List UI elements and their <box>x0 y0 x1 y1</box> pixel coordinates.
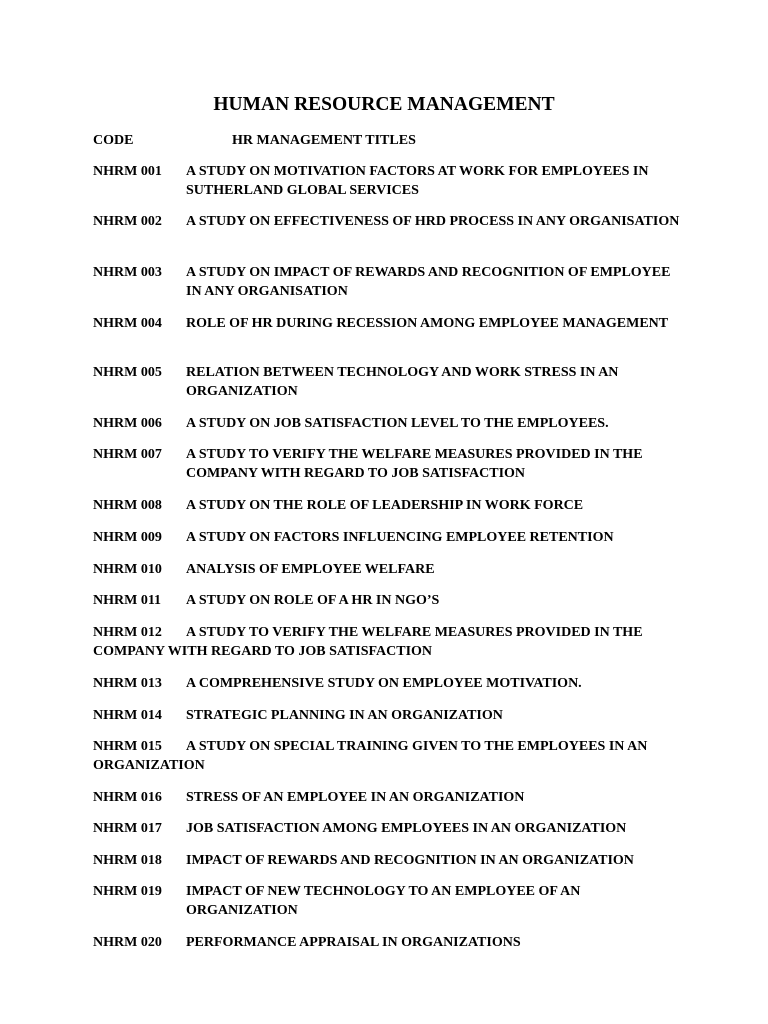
entry-title: A STUDY ON THE ROLE OF LEADERSHIP IN WORK FORCE <box>186 498 584 513</box>
entry-title: IMPACT OF NEW TECHNOLOGY TO AN EMPLOYEE OF AN ORGANIZATION <box>186 884 581 918</box>
entry-code: NHRM 014 <box>93 708 162 723</box>
entry-title: A STUDY ON SPECIAL TRAINING GIVEN TO THE EMPLOYEES IN AN ORGANIZATION <box>93 739 648 773</box>
entry-code: NHRM 007 <box>93 447 162 462</box>
list-item <box>93 852 683 871</box>
entry-title: A STUDY ON EFFECTIVENESS OF HRD PROCESS IN ANY ORGANISATION <box>186 214 680 229</box>
entry-title: PERFORMANCE APPRAISAL IN ORGANIZATIONS <box>186 935 521 950</box>
entry-code: NHRM 008 <box>93 498 162 513</box>
list-item <box>93 883 683 921</box>
entry-code: NHRM 019 <box>93 884 162 899</box>
entry-code: NHRM 011 <box>93 593 162 608</box>
entry-code: NHRM 009 <box>93 530 162 545</box>
list-item <box>93 163 683 201</box>
entry-title: A STUDY TO VERIFY THE WELFARE MEASURES PROVIDED IN THE COMPANY WITH REGARD TO JOB SATISFACTION <box>186 447 643 481</box>
list-item <box>93 561 683 580</box>
list-item <box>93 415 683 434</box>
entry-code: NHRM 018 <box>93 853 162 868</box>
entry-title: A STUDY ON FACTORS INFLUENCING EMPLOYEE RETENTION <box>186 530 614 545</box>
list-item <box>93 820 683 839</box>
entry-title: A COMPREHENSIVE STUDY ON EMPLOYEE MOTIVATION. <box>186 676 582 691</box>
list-item <box>93 213 683 232</box>
entry-title: IMPACT OF REWARDS AND RECOGNITION IN AN ORGANIZATION <box>186 853 634 868</box>
code-column-header: CODE <box>93 133 134 148</box>
entry-title: A STUDY TO VERIFY THE WELFARE MEASURES PROVIDED IN THE COMPANY WITH REGARD TO JOB SATISFACTION <box>93 625 643 659</box>
list-item <box>93 675 683 694</box>
entry-code: NHRM 002 <box>93 214 162 229</box>
list-item <box>93 934 683 953</box>
entry-code: NHRM 015 <box>93 739 162 754</box>
list-item <box>93 624 683 662</box>
list-item <box>93 529 683 548</box>
entry-title: A STUDY ON JOB SATISFACTION LEVEL TO THE EMPLOYEES. <box>186 416 609 431</box>
entry-title: STRATEGIC PLANNING IN AN ORGANIZATION <box>186 708 503 723</box>
list-item <box>93 738 683 776</box>
list-item <box>93 789 683 808</box>
entry-code: NHRM 006 <box>93 416 162 431</box>
entry-title: A STUDY ON IMPACT OF REWARDS AND RECOGNITION OF EMPLOYEE IN ANY ORGANISATION <box>186 265 671 299</box>
entry-code: NHRM 012 <box>93 625 162 640</box>
entry-title: ANALYSIS OF EMPLOYEE WELFARE <box>186 562 435 577</box>
list-item <box>93 315 683 334</box>
entry-code: NHRM 010 <box>93 562 162 577</box>
list-item <box>93 364 683 402</box>
entry-title: A STUDY ON MOTIVATION FACTORS AT WORK FOR EMPLOYEES IN SUTHERLAND GLOBAL SERVICES <box>186 164 649 198</box>
entry-code: NHRM 003 <box>93 265 162 280</box>
entry-title: STRESS OF AN EMPLOYEE IN AN ORGANIZATION <box>186 790 525 805</box>
titles-column-header: HR MANAGEMENT TITLES <box>232 133 416 148</box>
entry-code: NHRM 005 <box>93 365 162 380</box>
list-item <box>93 497 683 516</box>
list-item <box>93 707 683 726</box>
entry-code: NHRM 020 <box>93 935 162 950</box>
list-item <box>93 264 683 302</box>
entry-code: NHRM 016 <box>93 790 162 805</box>
list-item <box>93 446 683 484</box>
entry-code: NHRM 001 <box>93 164 162 179</box>
entry-code: NHRM 017 <box>93 821 162 836</box>
entry-title: RELATION BETWEEN TECHNOLOGY AND WORK STRESS IN AN ORGANIZATION <box>186 365 619 399</box>
entry-title: JOB SATISFACTION AMONG EMPLOYEES IN AN ORGANIZATION <box>186 821 627 836</box>
entry-title: ROLE OF HR DURING RECESSION AMONG EMPLOYEE MANAGEMENT <box>186 316 669 331</box>
document-title: HUMAN RESOURCE MANAGEMENT <box>213 94 555 115</box>
entry-code: NHRM 013 <box>93 676 162 691</box>
entry-title: A STUDY ON ROLE OF A HR IN NGO’S <box>186 593 440 608</box>
entry-code: NHRM 004 <box>93 316 162 331</box>
list-item <box>93 592 683 611</box>
